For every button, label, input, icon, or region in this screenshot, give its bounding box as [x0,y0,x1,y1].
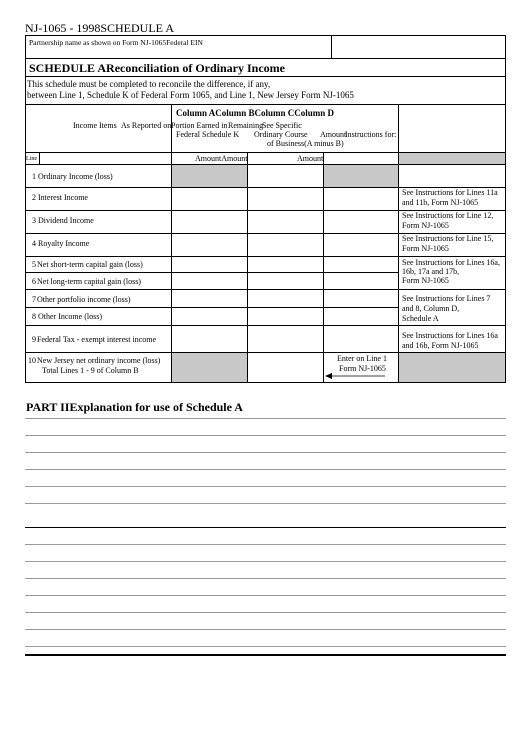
shade-line-10-col-d [399,353,505,382]
line-6-number: 6 [32,277,36,286]
line-2-label: Interest Income [38,193,88,202]
instr-line-5-6-a: See Instructions for Lines 16a, [402,258,500,267]
explanation-line[interactable] [25,578,506,579]
schedule-instructions-2: between Line 1, Schedule K of Federal Form 1065, and Line 1, New Jersey Form NJ-1065 [27,90,354,100]
explanation-line[interactable] [25,435,506,436]
col-c-heading-2: Amount [320,130,347,139]
instr-line-3-b: Form NJ-1065 [402,221,449,230]
arrow-left-icon [325,372,387,380]
row-line-7 [25,307,398,308]
instr-line-7-8-a: See Instructions for Lines 7 [402,294,491,303]
line-3-number: 3 [32,216,36,225]
shade-line-1-col-c [324,165,398,187]
explanation-line[interactable] [25,544,506,545]
instr-line-9-b: and 16b, Form NJ-1065 [402,341,479,350]
explanation-line[interactable] [25,527,506,528]
row-line-5 [25,272,398,273]
instr-line-9-a: See Instructions for Lines 16a [402,331,498,340]
col-d-heading-2: Instructions for: [345,130,397,139]
line-4-number: 4 [32,239,36,248]
line-7-number: 7 [32,295,36,304]
explanation-line[interactable] [25,418,506,419]
row-line-6 [25,289,506,290]
line-10-label: New Jersey net ordinary income (loss) [37,356,161,365]
amount-ab-label: AmountAmount [195,154,248,163]
line-1-number: 1 [32,172,36,181]
line-1-label: Ordinary Income (loss) [38,172,113,181]
instr-line-5-6-c: Form NJ-1065 [402,276,449,285]
line-9-label: Federal Tax - exempt interest income [37,335,157,344]
line-5-label: Net short-term capital gain (loss) [37,260,143,269]
line-6-label: Net long-term capital gain (loss) [37,277,141,286]
instr-line-2-b: and 11b, Form NJ-1065 [402,198,479,207]
form-title: NJ-1065 - 1998SCHEDULE A [25,21,174,35]
explanation-line[interactable] [25,646,506,647]
line-3-label: Dividend Income [38,216,94,225]
shade-line-10-col-a [172,353,247,382]
explanation-line[interactable] [25,561,506,562]
col-b-heading-1: Portion Earned in [171,121,228,130]
line-10-number: 10 [28,356,36,365]
amount-c-label: Amount [297,154,324,163]
instr-line-7-8-c: Schedule A [402,314,439,323]
explanation-line[interactable] [25,595,506,596]
col-b-heading-2: Ordinary Course [254,130,308,139]
divider-1 [25,58,506,59]
col-a-heading-2: Federal Schedule K [176,130,240,139]
instr-line-2-a: See Instructions for Lines 11a [402,188,498,197]
col-divider-header-right [398,104,399,152]
schedule-title: SCHEDULE AReconciliation of Ordinary Income [29,61,286,75]
line-8-number: 8 [32,312,36,321]
line-10-label-2: Total Lines 1 - 9 of Column B [42,366,139,375]
line-2-number: 2 [32,193,36,202]
row-line-4 [25,256,506,257]
line-8-label: Other Income (loss) [38,312,102,321]
line-7-label: Other portfolio income (loss) [37,295,131,304]
instr-line-4-b: Form NJ-1065 [402,244,449,253]
col-a-heading-1: As Reported on [121,121,172,130]
shade-col-d-subheader [399,153,505,164]
partnership-name-label: Partnership name as shown on Form NJ-1065Federal EIN [29,38,203,47]
income-items-label: Income Items [73,121,117,130]
line-5-number: 5 [32,260,36,269]
col-d-heading-1: See Specific [262,121,302,130]
explanation-line[interactable] [25,612,506,613]
instr-line-3-a: See Instructions for Line 12, [402,211,494,220]
schedule-instructions-1: This schedule must be completed to reconcile the difference, if any, [27,79,271,89]
line-10-note-a: Enter on Line 1 [337,354,387,363]
line-4-label: Royalty Income [38,239,90,248]
col-divider-header-left [171,104,172,152]
explanation-line-final[interactable] [25,654,506,656]
col-c-heading-3: of Business(A minus B) [267,139,344,148]
explanation-line[interactable] [25,469,506,470]
line-number-divider [39,152,40,164]
row-line-8 [25,325,506,326]
line-label: Line [26,156,37,162]
divider-2 [25,76,506,77]
instr-line-5-6-b: 16b, 17a and 17b, [402,267,460,276]
line-9-number: 9 [32,335,36,344]
explanation-line[interactable] [25,629,506,630]
instr-line-7-8-b: and 8, Column D, [402,304,460,313]
instr-line-4-a: See Instructions for Line 15, [402,234,494,243]
explanation-line[interactable] [25,486,506,487]
row-line-9 [25,352,506,353]
part-2-title: PART IIExplanation for use of Schedule A [26,400,243,414]
divider-5 [25,164,506,165]
explanation-line[interactable] [25,503,506,504]
explanation-line[interactable] [25,452,506,453]
divider-3 [25,104,506,105]
ein-divider [331,35,332,58]
line-10-note-b: Form NJ-1065 [339,364,386,373]
col-c-heading-1: Remaining [228,121,264,130]
column-headings: Column AColumn BColumn CColumn D [176,108,335,118]
shade-line-1-col-a [172,165,247,187]
